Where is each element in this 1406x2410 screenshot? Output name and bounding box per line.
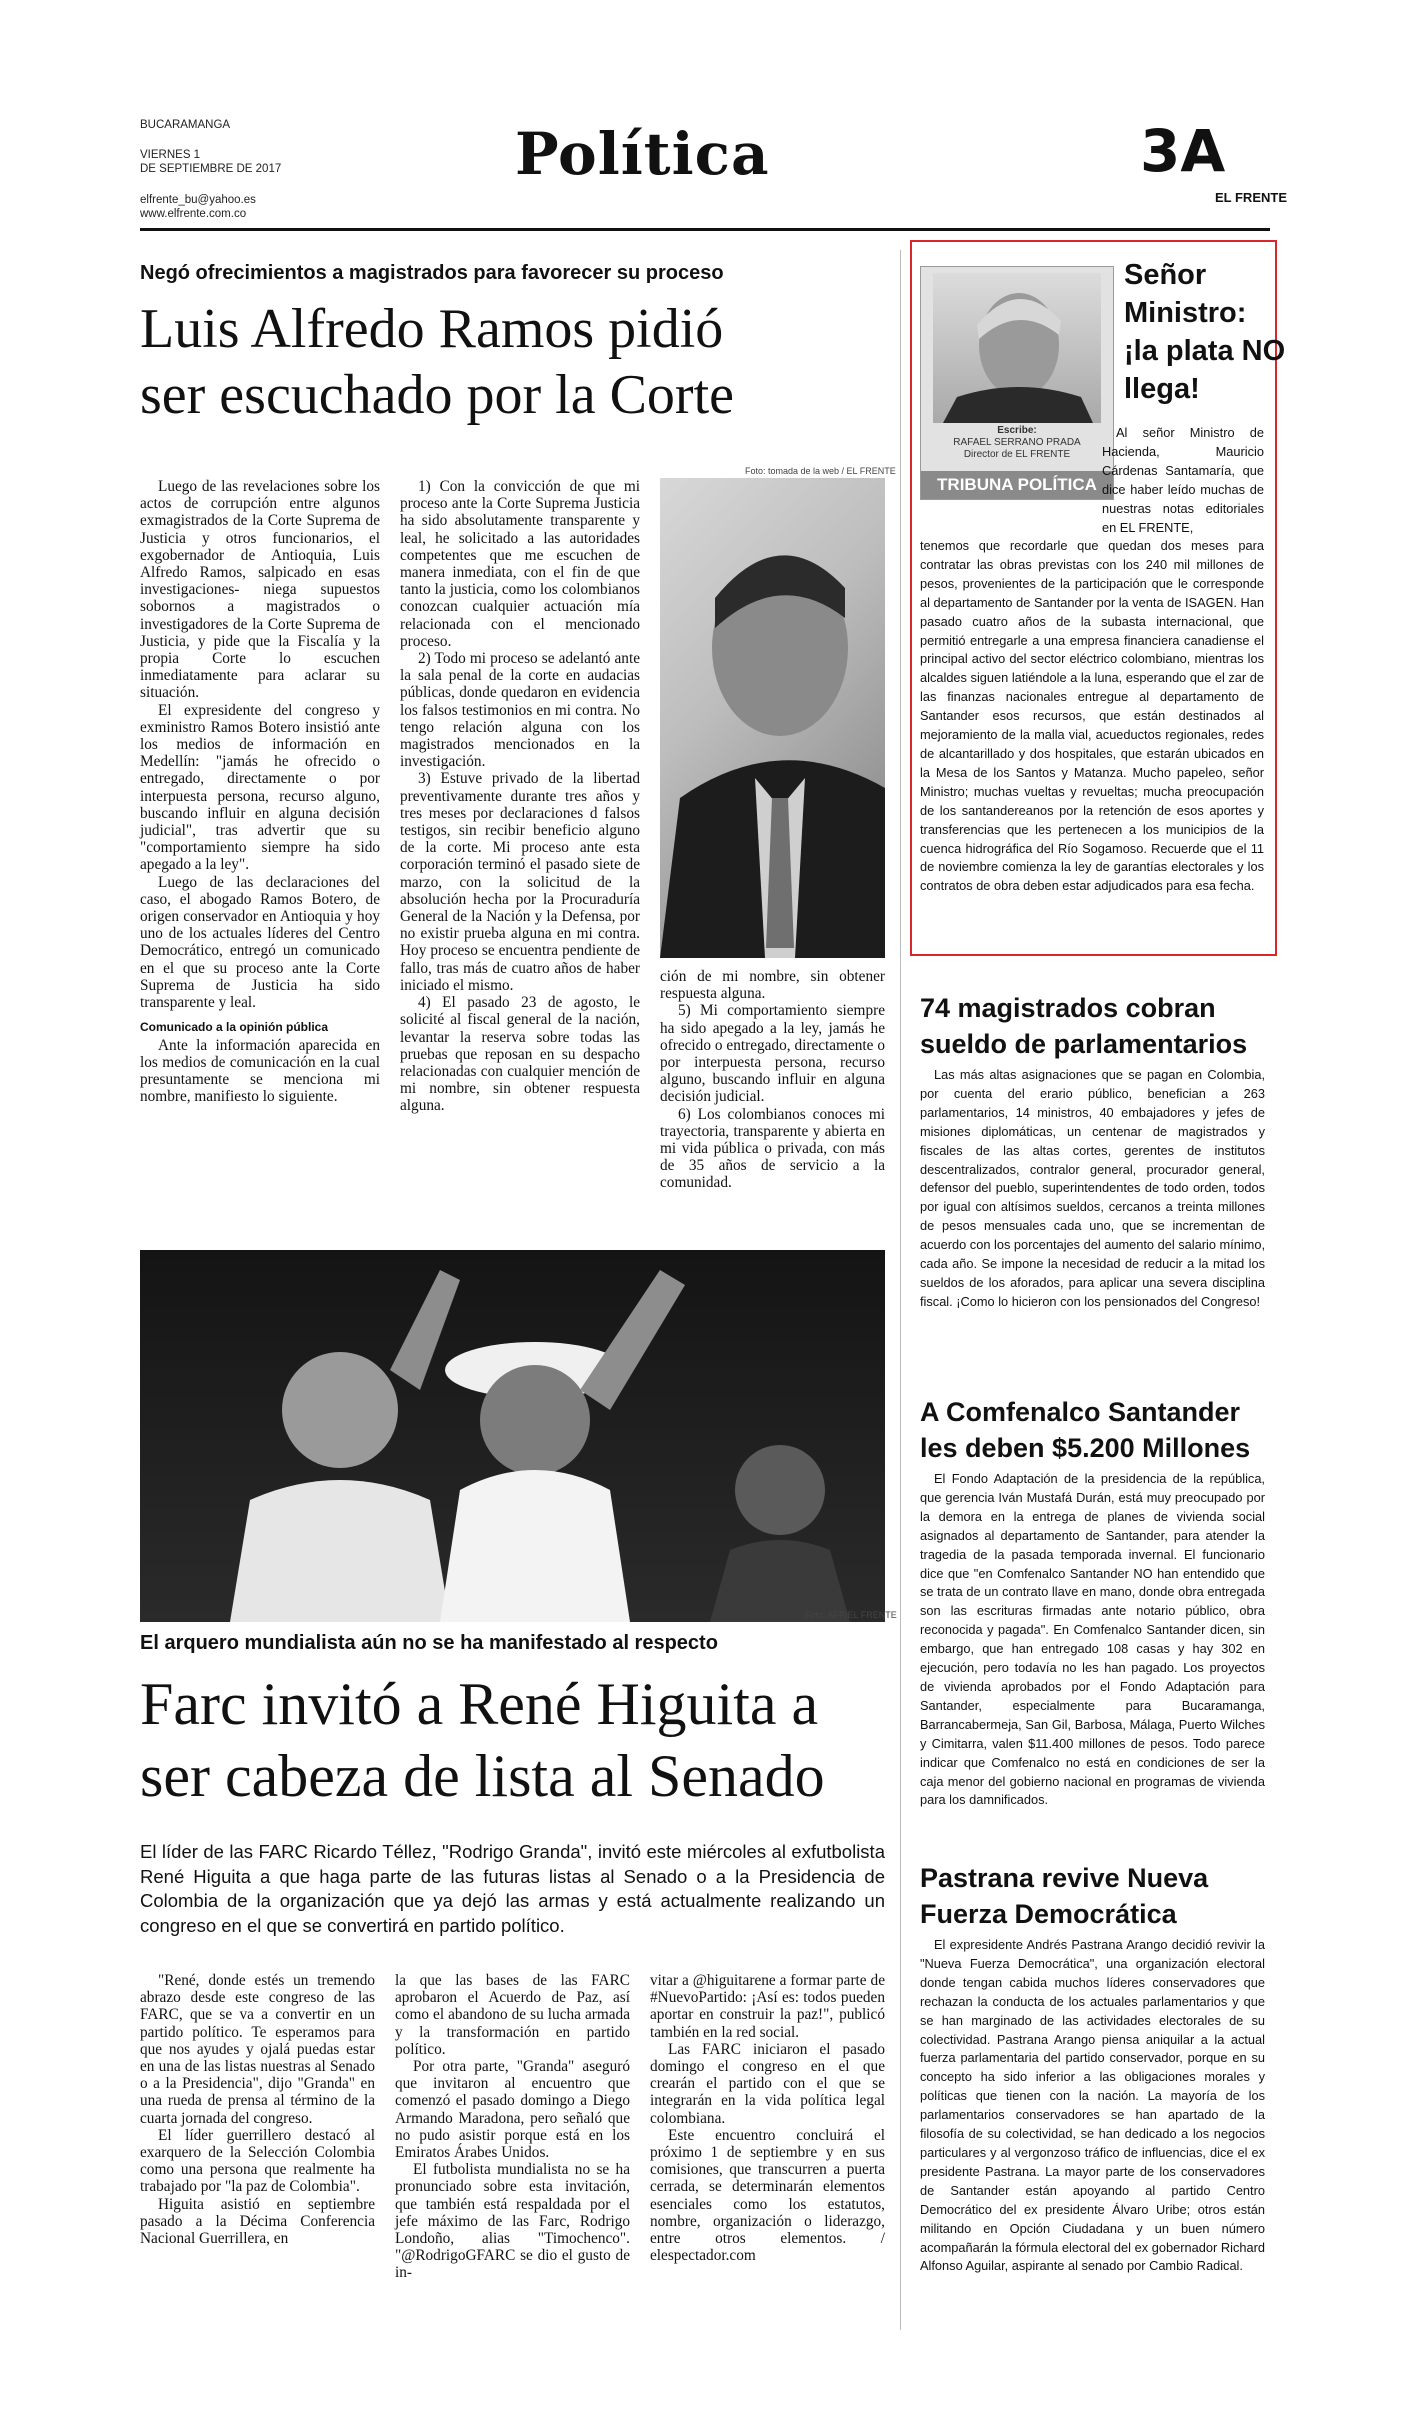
opinion-title-line: ¡la plata NO [1124, 335, 1286, 367]
paragraph: Ante la información aparecida en los medios de comunicación en la cual presuntamente se menciona mi nombre, manifiesto lo siguiente. [140, 1036, 380, 1106]
article2-headline-line2: ser cabeza de lista al Senado [140, 1743, 825, 1809]
opinion-title-line: llega! [1124, 373, 1200, 405]
ramos-photo [660, 478, 885, 958]
paragraph: Al señor Ministro de Hacienda, Mauricio Cárdenas Santamaría, que dice haber leído muchas de nuestras notas editoriales en EL FRENTE, [1102, 425, 1264, 535]
opinion-title [1124, 256, 1285, 408]
paragraph: 5) Mi comportamiento siempre ha sido apegado a la ley, jamás he ofrecido o entregado, directamente o por interpuesta persona, recurso alguno, buscando influir en alguna decisión judicial. [660, 1002, 885, 1106]
paragraph: 6) Los colombianos conoces mi trayectoria, transparente y abierta en mi vida pública o privada, con más de 35 años de servicio a la comunidad. [660, 1105, 885, 1192]
subheading: Comunicado a la opinión pública [140, 1020, 329, 1035]
paragraph: El Fondo Adaptación de la presidencia de la república, que gerencia Iván Mustafá Durán, está muy preocupado por la demora en la entrega de planes de vivienda social asignados al departamento de Santander, para atender la tragedia de la pasada temporada invernal. El funcionario dice que "en Comfenalco Santander NO han entendido que se trata de un contrato llave en mano, donde obra entregada son las escrituras firmadas ante notario público, obra reconocida y pagada". En Comfenalco Santander dicen, sin embargo, que han entregado 108 casas y hay 302 en ejecución, pero todavía no les han pagado. Los proyectos de vivienda aprobados por el Fondo Adaptación para Santander, especialmente para Bucaramanga, Barrancabermeja, San Gil, Barbosa, Málaga, Puerto Wilches y Cimitarra, valen $11.400 millones de pesos. Todo parece indicar que Comfenalco no está en condiciones de ser la caja menor del gobierno nacional en programas de vivienda para los damnificados. [920, 1471, 1265, 1808]
article1-headline-line1: Luis Alfredo Ramos pidió [140, 298, 724, 360]
paragraph: 4) El pasado 23 de agosto, le solicité al fiscal general de la nación, levantar la reserva sobre todas las pruebas que reposan en su despacho relacionadas con cualquier mención de mi nombre, sin obtener respuesta alguna. [400, 994, 640, 1115]
paragraph: la que las bases de las FARC aprobaron el Acuerdo de Paz, así como el abandono de su lucha armada y la transformación en partido político. [395, 1972, 630, 2058]
paragraph: tenemos que recordarle que quedan dos meses para contratar las obras previstas con los 240 mil millones de pesos, provenientes de la participación que le corresponde al departamento de Santander por la venta de ISAGEN. Han pasado cuatro años de la subasta internacional, que permitió entregarle a una empresa financiera canadiense el principal activo del sector eléctrico colombiano, mientras los alcaldes siguen latiéndole a la luna, esperando que el zar de las finanzas nacionales entregue al departamento de Santander esos recursos, que están destinados al mejoramiento de la malla vial, acueductos regionales, redes de alcantarillado y dos hospitales, que estarán ubicados en la Mesa de los Santos y Matanza. Mucho papeleo, señor Ministro; muchas vueltas y revueltas; mucha preocupación de los santandereanos por la retención de esos aportes y transferencias que les pertenecen a los municipios de la cuenca hidrográfica del Río Sogamoso. Recuerde que el 11 de noviembre comienza la ley de garantías electorales y los contratos de obra deben estar adjudicados para esa fecha. [920, 538, 1264, 894]
byline-name: RAFAEL SERRANO PRADA [953, 437, 1081, 448]
article2-lead: El líder de las FARC Ricardo Téllez, "Rodrigo Granda", invitó este miércoles al exfutbolista René Higuita a que haga parte de las futuras listas al Senado o a la Presidencia de Colombia de la organización que ya dejó las armas y está actualmente realizando un congreso en el que se convertirá en partido político. [140, 1841, 885, 1936]
paragraph: Luego de las declaraciones del caso, el abogado Ramos Botero, de origen conservador en Antioquia y hoy uno de los actuales líderes del Centro Democrático, entregó un comunicado en el que su proceso ante la Corte Suprema de Justicia ha sido transparente y leal. [140, 873, 380, 1012]
photo-credit: Foto: tomada de la web / EL FRENTE [745, 466, 896, 476]
brief1-title-line: sueldo de parlamentarios [920, 1029, 1248, 1059]
opinion-title-line: Ministro: [1124, 297, 1247, 329]
masthead-city: BUCARAMANGA [140, 119, 231, 131]
article1-headline [140, 296, 880, 428]
article1-col2 [400, 478, 640, 1178]
paper-name: EL FRENTE [1215, 190, 1287, 205]
columnist-card [920, 266, 1114, 500]
article2-col2 [395, 1972, 630, 2282]
masthead-email[interactable]: elfrente_bu@yahoo.es [140, 194, 256, 206]
paragraph: El expresidente Andrés Pastrana Arango decidió revivir la "Nueva Fuerza Democrática", una organización electoral donde tengan cabida muchos líderes conservadores que rechazan la conducta de los actuales parlamentarios y que se han marginado de las actividades electorales de su colectividad. Pastrana Arango piensa aniquilar a la actual fuerza parlamentaria del partido conservador, porque en su concepto ha sido inferior a las obligaciones morales y políticas que tienen con la nación. La mayoría de los parlamentarios conservadores se han apartado de la filosofía de su colectividad, se han dedicado a los negocios particulares y al vergonzoso tráfico de influencias, dice el ex presidente Pastrana. La mayor parte de los conservadores de Santander están apoyando al partido Centro Democrático del ex presidente Álvaro Uribe; otros están militando en Opción Ciudadana y un buen número acompañarán la fórmula electoral del ex gobernador Richard Alfonso Aguilar, aspirante al senado por Cambio Radical. [920, 1937, 1265, 2274]
tribuna-label: TRIBUNA POLÍTICA [921, 471, 1113, 499]
portrait-figure-icon [660, 478, 885, 958]
columnist-photo [933, 273, 1101, 423]
farc-photo [140, 1250, 885, 1622]
opinion-narrow-text [1102, 424, 1264, 537]
page-number: 3A [1140, 117, 1226, 185]
masthead-day: VIERNES 1 [140, 149, 201, 161]
article2-kicker: El arquero mundialista aún no se ha manifestado al respecto [140, 1632, 718, 1654]
opinion-wide-text [920, 537, 1264, 896]
paragraph: Las FARC iniciaron el pasado domingo el congreso en el que crearán el partido con el que se integrarán en la vida política legal colombiana. [650, 2040, 885, 2127]
paragraph: 1) Con la convicción de que mi proceso ante la Corte Suprema Justicia ha sido absolutamente transparente y leal, he solicitado a las autoridades competentes que me escuchen de manera inmediata, con el fin de que tanto la justicia, como los colombianos conozcan cualquier actuación mía relacionada con el mencionado proceso. [400, 478, 640, 650]
brief1-title [920, 990, 1265, 1062]
masthead-web[interactable]: www.elfrente.com.co [140, 208, 247, 220]
paragraph: vitar a @higuitarene a formar parte de #NuevoPartido: ¡Así es: todos pueden aportar en construir la paz!", publicó también en la red social. [650, 1972, 885, 2041]
masthead-rule [140, 228, 1270, 231]
columnist-portrait-icon [933, 273, 1101, 423]
paragraph: El expresidente del congreso y exministro Ramos Botero insistió ante los medios de información en Medellín: "jamás he ofrecido o entregado, directamente o por interpuesta persona, recurso alguno, buscando influir en alguna decisión judicial", tras advertir que su "comportamiento siempre ha sido apegado a la ley". [140, 701, 380, 874]
article1-col3 [660, 968, 885, 1192]
opinion-title-line: Señor [1124, 259, 1207, 291]
byline-label: Escribe: [997, 425, 1037, 436]
paragraph: El futbolista mundialista no se ha pronunciado sobre esta invitación, que también está respaldada por el jefe máximo de las Farc, Rodrigo Londoño, alias "Timochenco". "@RodrigoGFARC se dio el gusto de in- [395, 2161, 630, 2282]
brief3-title-line: Pastrana revive Nueva [920, 1863, 1209, 1893]
article2-headline [140, 1668, 900, 1812]
brief2-title [920, 1394, 1265, 1466]
brief3-title [920, 1860, 1265, 1932]
paragraph: Luego de las revelaciones sobre los actos de corrupción entre algunos exmagistrados de la Corte Suprema de Justicia y otros funcionarios, el exgobernador de Antioquia, Luis Alfredo Ramos, salpicado en esas investigaciones- niega supuestos sobornos a magistrados o investigadores de la Corte Suprema de Justicia, y pide que la Fiscalía y la propia Corte lo escuchen inmediatamente para aclarar su situación. [140, 478, 380, 702]
paragraph: Por otra parte, "Granda" aseguró que invitaron al encuentro que comenzó el pasado domingo a Diego Armando Maradona, pero señaló que no pudo asistir porque está en los Emiratos Árabes Unidos. [395, 2058, 630, 2162]
brief2-text [920, 1470, 1265, 1810]
brief3-title-line: Fuerza Democrática [920, 1899, 1177, 1929]
paragraph: Las más altas asignaciones que se pagan en Colombia, por cuenta del erario público, benefician a 263 parlamentarios, 14 ministros, 40 embajadores y jefes de misiones diplomáticas, un centenar de magistrados y fiscales de las altas cortes, gerentes de institutos descentralizados, contralor general, procurador general, defensor del pueblo, superintendentes de todo orden, todos por igual con altísimos sueldos, cercanos a treinta millones de pesos mensuales cada uno, que se incrementan de acuerdo con los porcentajes del aumento del salario mínimo, cada año. Se impone la necesidad de reducir a la mitad los sueldos de los aforados, para aplicar una severa disciplina fiscal. ¡Como lo hicieron con los pensionados del Congreso! [920, 1067, 1265, 1309]
section-title: Política [515, 120, 770, 188]
column-divider [900, 250, 901, 2330]
paragraph: Este encuentro concluirá el próximo 1 de septiembre y en sus comisiones, que transcurren a puerta cerrada, se determinarán elementos esenciales como los estatutos, nombre, organización o liderazgo, entre otros elementos. / elespectador.com [650, 2126, 885, 2265]
brief2-title-line: les deben $5.200 Millones [920, 1433, 1251, 1463]
article1-kicker: Negó ofrecimientos a magistrados para favorecer su proceso [140, 262, 724, 284]
brief1-text [920, 1066, 1265, 1312]
brief2-title-line: A Comfenalco Santander [920, 1397, 1241, 1427]
paragraph: "René, donde estés un tremendo abrazo desde este congreso de las FARC, que se va a convertir en un partido político. Te esperamos para que nos ayudes y ojalá puedas estar en una de las listas nuestras al Senado o a la Presidencia", dijo "Granda" en una rueda de prensa al término de la cuarta jornada del congreso. [140, 1972, 375, 2127]
article2-col3 [650, 1972, 885, 2264]
paragraph: Higuita asistió en septiembre pasado a la Décima Conferencia Nacional Guerrillera, en [140, 2195, 375, 2248]
article2-col1 [140, 1972, 375, 2247]
masthead-date: DE SEPTIEMBRE DE 2017 [140, 163, 282, 175]
photo-credit: Foto: AFP/EL FRENTE [805, 1610, 897, 1620]
article1-col1 [140, 478, 380, 1105]
brief1-title-line: 74 magistrados cobran [920, 993, 1216, 1023]
crowd-figures-icon [140, 1250, 885, 1622]
brief3-text [920, 1936, 1265, 2276]
paragraph: 3) Estuve privado de la libertad preventivamente durante tres años y tres meses por declaraciones d falsos testigos, sin recibir beneficio alguno de la corte. Mi proceso ante esta corporación terminó el pasado siete de marzo, con la solicitud de la absolución hecha por la Procuraduría General de la Nación y la Defensa, por no existir prueba alguna en mi contra. Hoy proceso se encuentra pendiente de fallo, tras más de cuatro años de haber iniciado el mismo. [400, 770, 640, 994]
paragraph: 2) Todo mi proceso se adelantó ante la sala penal de la corte en audacias públicas, donde quedaron en evidencia los falsos testimonios en mi contra. No tengo relación alguna con los magistrados mencionados en la investigación. [400, 650, 640, 771]
paragraph: ción de mi nombre, sin obtener respuesta alguna. [660, 968, 885, 1003]
byline-role: Director de EL FRENTE [963, 449, 1071, 460]
article2-headline-line1: Farc invitó a René Higuita a [140, 1671, 819, 1737]
paragraph: El líder guerrillero destacó al exarquero de la Selección Colombia como una persona que realmente ha trabajado por "la paz de Colombia". [140, 2126, 375, 2196]
article1-headline-line2: ser escuchado por la Corte [140, 364, 734, 426]
